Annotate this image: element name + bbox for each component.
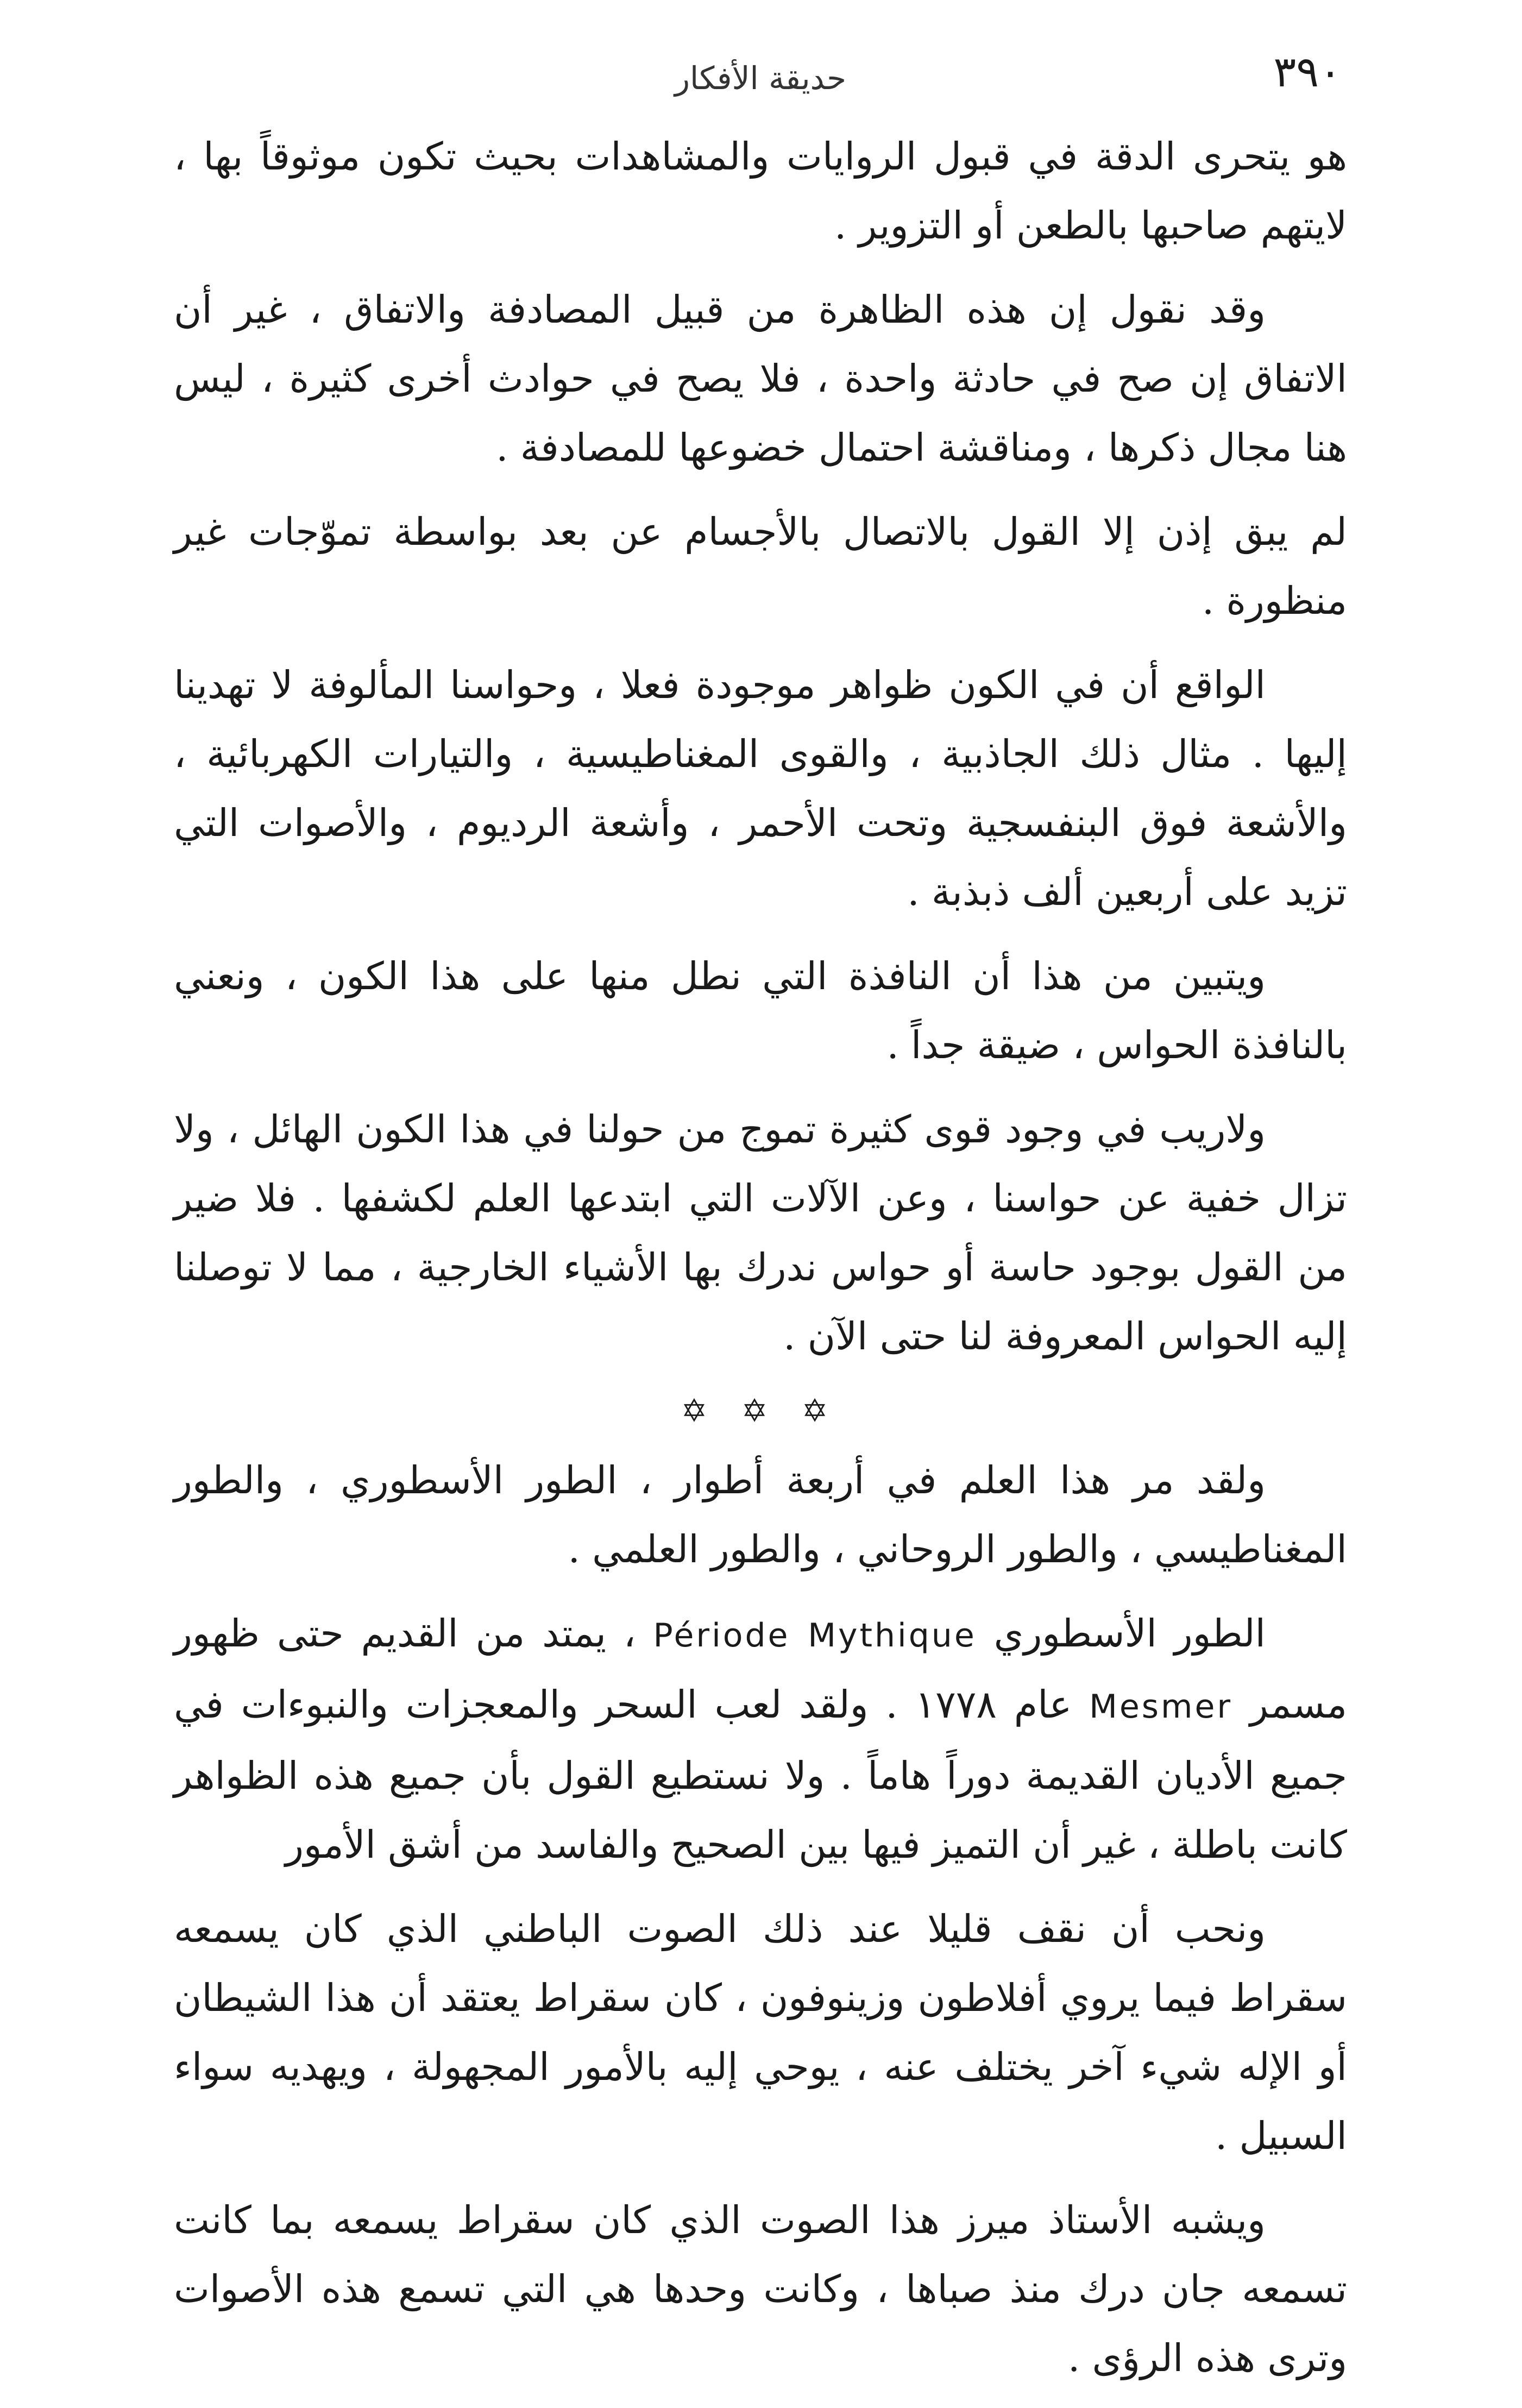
page-body bbox=[174, 122, 1347, 2408]
paragraph-8-part-1: الطور الأسطوري bbox=[993, 1611, 1266, 1656]
paragraph-8 bbox=[174, 1599, 1347, 1879]
paragraph-6: ولاريب في وجود قوى كثيرة تموج من حولنا في هذا الكون الهائل ، ولا تزال خفية عن حواسنا ، وعن الآلات التي ابتدعها العلم لكشفها . فلا ضير من القول بوجود حاسة أو حواس ندرك بها الأشياء الخارجية ، مما لا توصلنا إليه الحواس المعروفة لنا حتى الآن . bbox=[174, 1107, 1347, 1359]
paragraph-1: هو يتحرى الدقة في قبول الروايات والمشاهدات بحيث تكون موثوقاً بها ، لايتهم صاحبها بالطعن أو التزوير . bbox=[174, 134, 1347, 248]
paragraph-9: ونحب أن نقف قليلا عند ذلك الصوت الباطني الذي كان يسمعه سقراط فيما يروي أفلاطون وزينوفون ، كان سقراط يعتقد أن هذا الشيطان أو الإله شيء آخر يختلف عنه ، يوحي إليه بالأمور المجهولة ، ويهديه سواء السبيل . bbox=[174, 1907, 1347, 2158]
latin-term-mesmer: Mesmer bbox=[1089, 1688, 1233, 1726]
paragraph-8-part-2: ، يمتد من القديم حتى ظهور مسمر bbox=[174, 1611, 1347, 1727]
page-header bbox=[179, 38, 1342, 109]
paragraph-5: ويتبين من هذا أن النافذة التي نطل منها على هذا الكون ، ونعني بالنافذة الحواس ، ضيقة جداً . bbox=[174, 954, 1347, 1067]
paragraph-3: لم يبق إذن إلا القول بالاتصال بالأجسام عن بعد بواسطة تموّجات غير منظورة . bbox=[174, 510, 1347, 623]
paragraph-7: ولقد مر هذا العلم في أربعة أطوار ، الطور الأسطوري ، والطور المغناطيسي ، والطور الروحاني ، والطور العلمي . bbox=[174, 1458, 1347, 1571]
latin-term-periode-mythique: Période Mythique bbox=[653, 1617, 977, 1655]
running-title: حديقة الأفكار bbox=[675, 60, 846, 97]
paragraph-10: ويشبه الأستاذ ميرز هذا الصوت الذي كان سقراط يسمعه بما كانت تسمعه جان درك منذ صباها ، وكانت وحدها هي التي تسمع هذه الأصوات وترى هذه الرؤى . bbox=[174, 2198, 1347, 2380]
paragraph-4: الواقع أن في الكون ظواهر موجودة فعلا ، وحواسنا المألوفة لا تهدينا إليها . مثال ذلك الجاذبية ، والقوى المغناطيسية ، والتيارات الكهربائية ، والأشعة فوق البنفسجية وتحت الأحمر ، وأشعة الرديوم ، والأصوات التي تزيد على أربعين ألف ذبذبة . bbox=[174, 663, 1347, 914]
paragraph-8-part-3: عام ١٧٧٨ . ولقد لعب السحر والمعجزات والنبوءات في جميع الأديان القديمة دوراً هاماً . ولا نستطيع القول بأن جميع هذه الظواهر كانت باطلة ، غير أن التميز فيها بين الصحيح والفاسد من أشق الأمور bbox=[174, 1682, 1347, 1867]
section-ornament: ✡ ✡ ✡ bbox=[681, 1392, 840, 1429]
paragraph-2: وقد نقول إن هذه الظاهرة من قبيل المصادفة والاتفاق ، غير أن الاتفاق إن صح في حادثة واحدة ، فلا يصح في حوادث أخرى كثيرة ، ليس هنا مجال ذكرها ، ومناقشة احتمال خضوعها للمصادفة . bbox=[174, 287, 1347, 470]
page-number: ٣٩٠ bbox=[1273, 48, 1342, 97]
